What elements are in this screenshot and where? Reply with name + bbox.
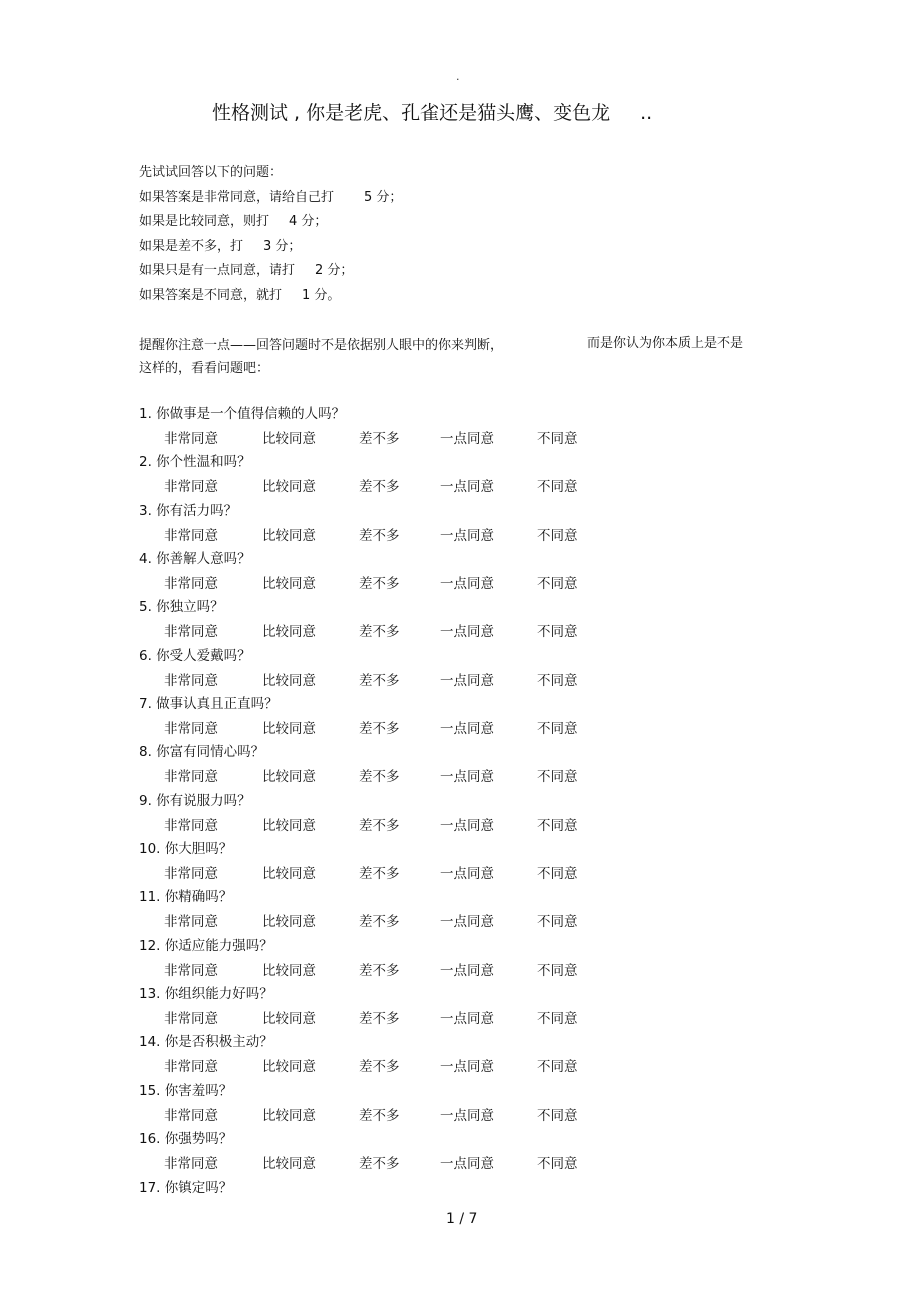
answer-option[interactable]: 比较同意 — [262, 721, 316, 738]
question-text: 12. 你适应能力强吗？ — [139, 937, 273, 954]
page-title — [212, 98, 652, 125]
answer-option[interactable]: 一点同意 — [440, 1107, 494, 1124]
question-text: 14. 你是否积极主动？ — [139, 1034, 273, 1051]
answer-option[interactable]: 非常同意 — [164, 576, 218, 593]
answer-option[interactable]: 非常同意 — [164, 962, 218, 979]
question-text: 15. 你害羞吗？ — [139, 1082, 233, 1099]
answer-option[interactable]: 非常同意 — [164, 527, 218, 544]
answer-option[interactable]: 不同意 — [537, 1059, 578, 1076]
answer-option[interactable]: 不同意 — [537, 817, 578, 834]
answer-option[interactable]: 不同意 — [537, 624, 578, 641]
instruction-score: 2 分； — [315, 263, 354, 279]
answer-option[interactable]: 比较同意 — [262, 431, 316, 447]
answer-option[interactable]: 不同意 — [537, 914, 578, 931]
answer-option[interactable]: 比较同意 — [262, 576, 316, 593]
answer-option[interactable]: 一点同意 — [440, 914, 494, 931]
answer-option[interactable]: 非常同意 — [164, 624, 218, 641]
answer-option[interactable]: 非常同意 — [164, 1059, 218, 1076]
answer-option[interactable]: 比较同意 — [262, 479, 316, 496]
answer-option[interactable]: 比较同意 — [262, 1107, 316, 1124]
reminder-part1: 提醒你注意一点——回答问题时不是依据别人眼中的你来判断， — [139, 338, 504, 353]
title-main: 性格测试 , 你是老虎、孔雀还是猫头鹰、变色龙 — [212, 102, 611, 124]
instruction-line — [139, 161, 402, 186]
instruction-score: 1 分。 — [302, 287, 341, 303]
answer-option[interactable]: 不同意 — [537, 866, 578, 883]
header-dot: . — [456, 70, 460, 83]
instruction-line — [139, 210, 402, 235]
answer-option[interactable]: 不同意 — [537, 721, 578, 738]
question-text: 1. 你做事是一个值得信赖的人吗？ — [139, 406, 346, 422]
answer-option[interactable]: 比较同意 — [262, 672, 316, 689]
answer-option[interactable]: 一点同意 — [440, 721, 494, 738]
answer-option[interactable]: 比较同意 — [262, 769, 316, 786]
instruction-text: 如果答案是不同意，就打 — [139, 287, 283, 303]
answer-option[interactable]: 一点同意 — [440, 672, 494, 689]
answer-option[interactable]: 差不多 — [359, 624, 400, 641]
answer-option[interactable]: 一点同意 — [440, 1156, 494, 1173]
question-text: 2. 你个性温和吗？ — [139, 454, 251, 471]
answer-option[interactable]: 一点同意 — [440, 866, 494, 883]
question-text: 10. 你大胆吗？ — [139, 841, 233, 858]
answer-option[interactable]: 非常同意 — [164, 866, 218, 883]
answer-option[interactable]: 差不多 — [359, 817, 400, 834]
answer-option[interactable]: 非常同意 — [164, 1011, 218, 1028]
instruction-line — [139, 235, 402, 260]
answer-option[interactable]: 不同意 — [537, 962, 578, 979]
instruction-text: 如果只是有一点同意，请打 — [139, 263, 296, 279]
instruction-text: 先试试回答以下的问题： — [139, 165, 283, 180]
answer-option[interactable]: 非常同意 — [164, 479, 218, 496]
answer-option[interactable]: 不同意 — [537, 431, 578, 447]
answer-option[interactable]: 非常同意 — [164, 721, 218, 738]
answer-option[interactable]: 差不多 — [359, 576, 400, 593]
instructions — [139, 161, 402, 309]
question-text: 7. 做事认真且正直吗？ — [139, 696, 278, 713]
answer-option[interactable]: 差不多 — [359, 479, 400, 496]
instruction-text: 如果是差不多，打 — [139, 238, 244, 254]
answer-option[interactable]: 一点同意 — [440, 769, 494, 786]
answer-option[interactable]: 一点同意 — [440, 479, 494, 496]
answer-option[interactable]: 比较同意 — [262, 817, 316, 834]
answer-option[interactable]: 非常同意 — [164, 431, 218, 447]
answer-option[interactable]: 非常同意 — [164, 1156, 218, 1173]
answer-option[interactable]: 非常同意 — [164, 1107, 218, 1124]
answer-option[interactable]: 比较同意 — [262, 866, 316, 883]
answer-option[interactable]: 比较同意 — [262, 1011, 316, 1028]
answer-option[interactable]: 一点同意 — [440, 1011, 494, 1028]
instruction-score: 3 分； — [263, 238, 302, 254]
answer-option[interactable]: 比较同意 — [262, 1156, 316, 1173]
answer-option[interactable]: 不同意 — [537, 672, 578, 689]
question-text: 6. 你受人爱戴吗？ — [139, 647, 251, 664]
question-text: 16. 你强势吗？ — [139, 1131, 233, 1148]
question-text: 8. 你富有同情心吗？ — [139, 744, 265, 761]
instruction-score: 5 分； — [364, 189, 403, 205]
answer-option[interactable]: 差不多 — [359, 527, 400, 544]
answer-option[interactable]: 差不多 — [359, 1156, 400, 1173]
question-text: 4. 你善解人意吗？ — [139, 551, 251, 568]
question-text: 11. 你精确吗？ — [139, 889, 233, 906]
answer-option[interactable]: 不同意 — [537, 479, 578, 496]
answer-option[interactable]: 差不多 — [359, 1107, 400, 1124]
answer-option[interactable]: 差不多 — [359, 769, 400, 786]
answer-option[interactable]: 差不多 — [359, 1059, 400, 1076]
answer-option[interactable]: 比较同意 — [262, 624, 316, 641]
answer-option[interactable]: 非常同意 — [164, 914, 218, 931]
instruction-text: 如果是比较同意，则打 — [139, 214, 270, 230]
question-text: 3. 你有活力吗？ — [139, 502, 238, 519]
answer-option[interactable]: 差不多 — [359, 962, 400, 979]
answer-option[interactable]: 不同意 — [537, 1156, 578, 1173]
answer-option[interactable]: 差不多 — [359, 721, 400, 738]
question-text: 17. 你镇定吗？ — [139, 1179, 233, 1196]
answer-option[interactable]: 非常同意 — [164, 769, 218, 786]
answer-option[interactable]: 一点同意 — [440, 962, 494, 979]
answer-option[interactable]: 不同意 — [537, 1107, 578, 1124]
answer-option[interactable]: 差不多 — [359, 866, 400, 883]
answer-option[interactable]: 比较同意 — [262, 1059, 316, 1076]
answer-option[interactable]: 差不多 — [359, 914, 400, 931]
question-text: 5. 你独立吗？ — [139, 599, 224, 616]
answer-option[interactable]: 差不多 — [359, 1011, 400, 1028]
answer-option[interactable]: 差不多 — [359, 431, 400, 447]
answer-option[interactable]: 一点同意 — [440, 576, 494, 593]
answer-option[interactable]: 差不多 — [359, 672, 400, 689]
answer-option[interactable]: 一点同意 — [440, 624, 494, 641]
instruction-line — [139, 284, 402, 309]
answer-option[interactable]: 非常同意 — [164, 672, 218, 689]
instruction-score: 4 分； — [289, 214, 328, 230]
answer-option[interactable]: 一点同意 — [440, 431, 494, 447]
instruction-text: 如果答案是非常同意，请给自己打 — [139, 189, 335, 205]
answer-option[interactable]: 不同意 — [537, 1011, 578, 1028]
reminder-part3: 这样的，看看问题吧： — [139, 361, 270, 376]
answer-option[interactable]: 不同意 — [537, 527, 578, 544]
instruction-line — [139, 186, 402, 211]
answer-option[interactable]: 不同意 — [537, 769, 578, 786]
answer-option[interactable]: 比较同意 — [262, 962, 316, 979]
answer-option[interactable]: 一点同意 — [440, 1059, 494, 1076]
title-tail: .. — [640, 102, 653, 124]
answer-option[interactable]: 不同意 — [537, 576, 578, 593]
question-text: 9. 你有说服力吗？ — [139, 792, 251, 809]
page-number: 1 / 7 — [446, 1211, 478, 1227]
question-text: 13. 你组织能力好吗？ — [139, 986, 273, 1003]
reminder-part2: 而是你认为你本质上是不是 — [587, 336, 744, 351]
instruction-line — [139, 259, 402, 284]
answer-option[interactable]: 一点同意 — [440, 817, 494, 834]
answer-option[interactable]: 非常同意 — [164, 817, 218, 834]
answer-option[interactable]: 比较同意 — [262, 527, 316, 544]
answer-option[interactable]: 比较同意 — [262, 914, 316, 931]
answer-option[interactable]: 一点同意 — [440, 527, 494, 544]
